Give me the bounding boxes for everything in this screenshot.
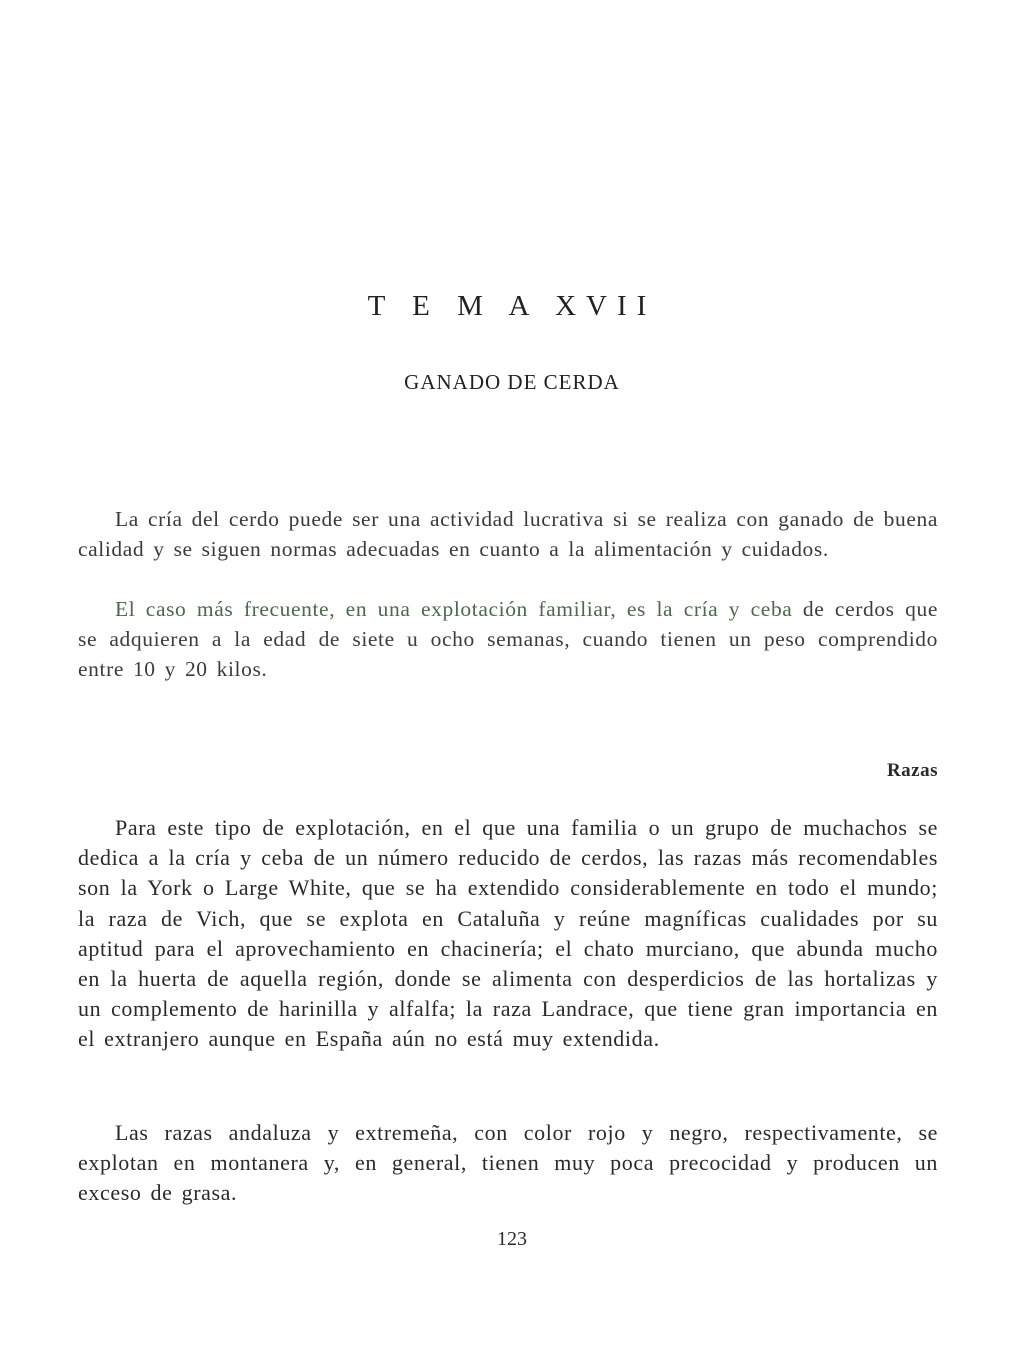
intro-paragraph-2-rest: de cerdos que se adquieren a la edad de siete u ocho semanas, cuando tienen un peso comprendido entre 10 y 20 kilos. — [78, 597, 938, 681]
chapter-heading: T E M A XVII — [367, 290, 657, 322]
intro-paragraph-2 — [78, 594, 938, 684]
razas-paragraph-1: Para este tipo de explotación, en el que una familia o un grupo de muchachos se dedica a la cría y ceba de un número reducido de cerdos, las razas más recomendables son la York o Large White, que se ha extendido considerablemente en todo el mundo; la raza de Vich, que se explota en Cataluña y reúne magníficas cualidades por su aptitud para el aprovechamiento en chacinería; el chato murciano, que abunda mucho en la huerta de aquella región, donde se alimenta con desperdicios de las hortalizas y un complemento de harinilla y alfalfa; la raza Landrace, que tiene gran importancia en el extranjero aunque en España aún no está muy extendida. — [78, 815, 938, 1052]
chapter-title: GANADO DE CERDA — [404, 370, 620, 394]
intro-paragraph-2-lead: El caso más frecuente, en una explotación familiar, es la cría y ceba — [115, 597, 793, 621]
razas-paragraph-2: Las razas andaluza y extremeña, con color rojo y negro, respectivamente, se explotan en montanera y, en general, tienen muy poca precocidad y producen un exceso de grasa. — [78, 1120, 938, 1206]
intro-paragraph-1: La cría del cerdo puede ser una actividad lucrativa si se realiza con ganado de buena calidad y se siguen normas adecuadas en cuanto a la alimentación y cuidados. — [78, 507, 938, 561]
page-number: 123 — [497, 1228, 527, 1250]
section-heading-razas: Razas — [886, 760, 938, 781]
